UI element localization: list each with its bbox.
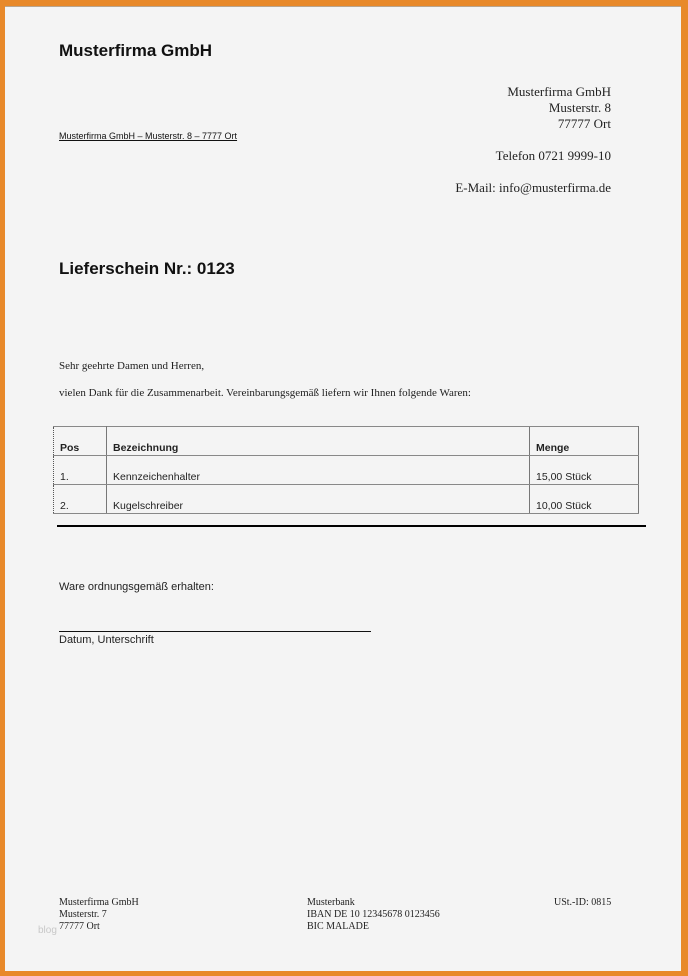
footer-bic: BIC MALADE [307,921,369,932]
sender-name: Musterfirma GmbH [507,84,611,99]
separator-rule [57,525,646,527]
table-row [54,485,639,514]
table-header-row [54,427,639,456]
sender-city: 77777 Ort [557,116,611,131]
sender-address-block [455,84,611,196]
document-title: Lieferschein Nr.: 0123 [59,259,235,278]
signature-line [59,631,371,632]
received-text: Ware ordnungsgemäß erhalten: [59,581,214,593]
cell-description: Kennzeichenhalter [107,456,530,485]
header-description: Bezeichnung [107,427,530,456]
sender-email: E-Mail: info@musterfirma.de [455,180,611,195]
footer-company-city: 77777 Ort [59,921,100,932]
salutation: Sehr geehrte Damen und Herren, [59,360,205,372]
cell-quantity: 10,00 Stück [530,485,639,514]
footer-company [59,897,139,933]
sender-phone: Telefon 0721 9999-10 [495,148,611,163]
cell-pos: 1. [54,456,107,485]
footer-tax [554,897,611,909]
footer-iban: IBAN DE 10 12345678 0123456 [307,909,440,920]
signature-label: Datum, Unterschrift [59,634,154,646]
company-title: Musterfirma GmbH [59,41,213,60]
intro-text: vielen Dank für die Zusammenarbeit. Vereinbarungsgemäß liefern wir Ihnen folgende Waren: [59,387,471,399]
footer-bank [307,897,440,933]
document-page [5,6,681,971]
header-pos: Pos [54,427,107,456]
footer-vat-id: USt.-ID: 0815 [554,897,612,908]
cell-pos: 2. [54,485,107,514]
header-quantity: Menge [530,427,639,456]
sender-return-line: Musterfirma GmbH – Musterstr. 8 – 7777 Ort [59,131,238,141]
cell-quantity: 15,00 Stück [530,456,639,485]
cell-description: Kugelschreiber [107,485,530,514]
sender-street: Musterstr. 8 [548,100,611,115]
watermark: blog [38,925,57,936]
footer-bank-name: Musterbank [307,897,355,908]
table-row [54,456,639,485]
delivery-items-table [53,426,639,514]
footer-company-name: Musterfirma GmbH [59,897,139,908]
footer-company-street: Musterstr. 7 [59,909,107,920]
